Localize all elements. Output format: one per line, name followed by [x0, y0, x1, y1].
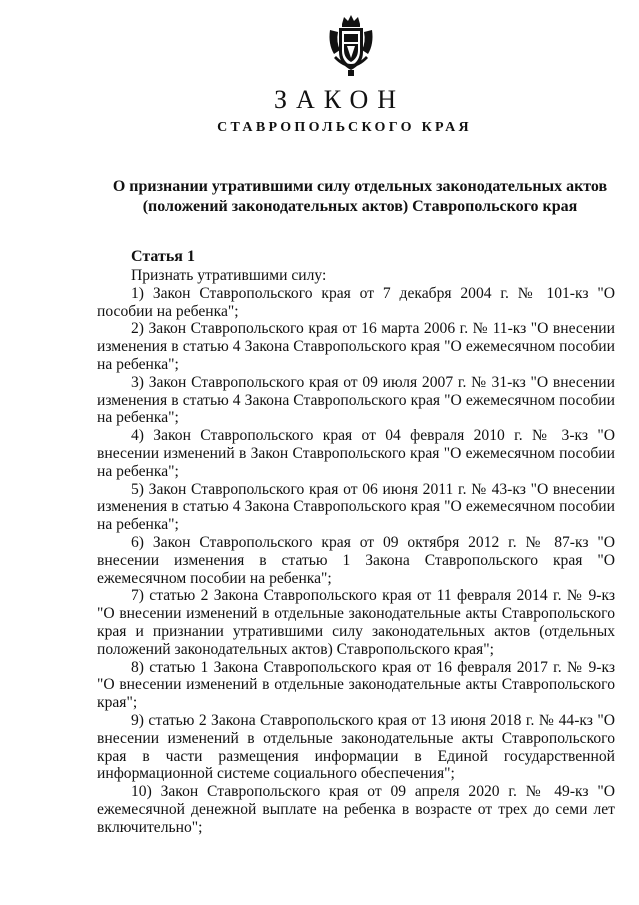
document-heading	[100, 177, 620, 217]
list-item: 6) Закон Ставропольского края от 09 октября 2012 г. № 87-кз "О внесении изменения в статью 1 Закона Ставропольского края "О ежемесячном пособии на ребенка";	[97, 533, 615, 587]
list-item: 4) Закон Ставропольского края от 04 февраля 2010 г. № 3-кз "О внесении изменений в Закон Ставропольского края "О ежемесячном пособии на ребенка";	[97, 427, 615, 480]
list-item: 7) статью 2 Закона Ставропольского края от 11 февраля 2014 г. № 9-кз "О внесении изменений в отдельные законодательные акты Ставропольского края и признании утратившими силу законодательных актов (отдельных положений законодательных актов) Ставропольского края";	[97, 587, 615, 658]
article-body	[97, 267, 615, 837]
document-heading-line2: (положений законодательных актов) Ставропольского края	[142, 198, 578, 215]
list-item: 3) Закон Ставропольского края от 09 июля 2007 г. № 31-кз "О внесении изменения в статью 4 Закона Ставропольского края "О ежемесячном пособии на ребенка";	[97, 373, 615, 427]
list-item: 9) статью 2 Закона Ставропольского края от 13 июня 2018 г. № 44-кз "О внесении изменений в отдельные законодательные акты Ставропольского края в части размещения информации в Единой государственной информационной системе социального обеспечения";	[97, 711, 615, 783]
law-title: ЗАКОН	[273, 85, 406, 114]
list-item: 5) Закон Ставропольского края от 06 июня 2011 г. № 43-кз "О внесении изменения в статью 4 Закона Ставропольского края "О ежемесячном пособии на ребенка";	[97, 480, 615, 534]
list-item: 10) Закон Ставропольского края от 09 апреля 2020 г. № 49-кз "О ежемесячной денежной выплате на ребенка в возрасте от трех до семи лет включительно";	[97, 783, 615, 836]
list-item: 1) Закон Ставропольского края от 7 декабря 2004 г. № 101-кз "О пособии на ребенка";	[97, 284, 615, 320]
article-intro: Признать утратившими силу:	[131, 267, 327, 284]
list-item: 8) статью 1 Закона Ставропольского края от 16 февраля 2017 г. № 9-кз "О внесении изменений в отдельные законодательные акты Ставропольского края";	[97, 658, 615, 712]
stavropol-coat-of-arms-icon	[326, 14, 376, 78]
document-heading-line1: О признании утратившими силу отдельных законодательных актов	[112, 178, 608, 195]
article-title: Статья 1	[131, 248, 195, 265]
list-item: 2) Закон Ставропольского края от 16 марта 2006 г. № 11-кз "О внесении изменения в статью 4 Закона Ставропольского края "О ежемесячном пособии на ребенка";	[97, 320, 615, 373]
region-title: СТАВРОПОЛЬСКОГО КРАЯ	[217, 120, 472, 135]
